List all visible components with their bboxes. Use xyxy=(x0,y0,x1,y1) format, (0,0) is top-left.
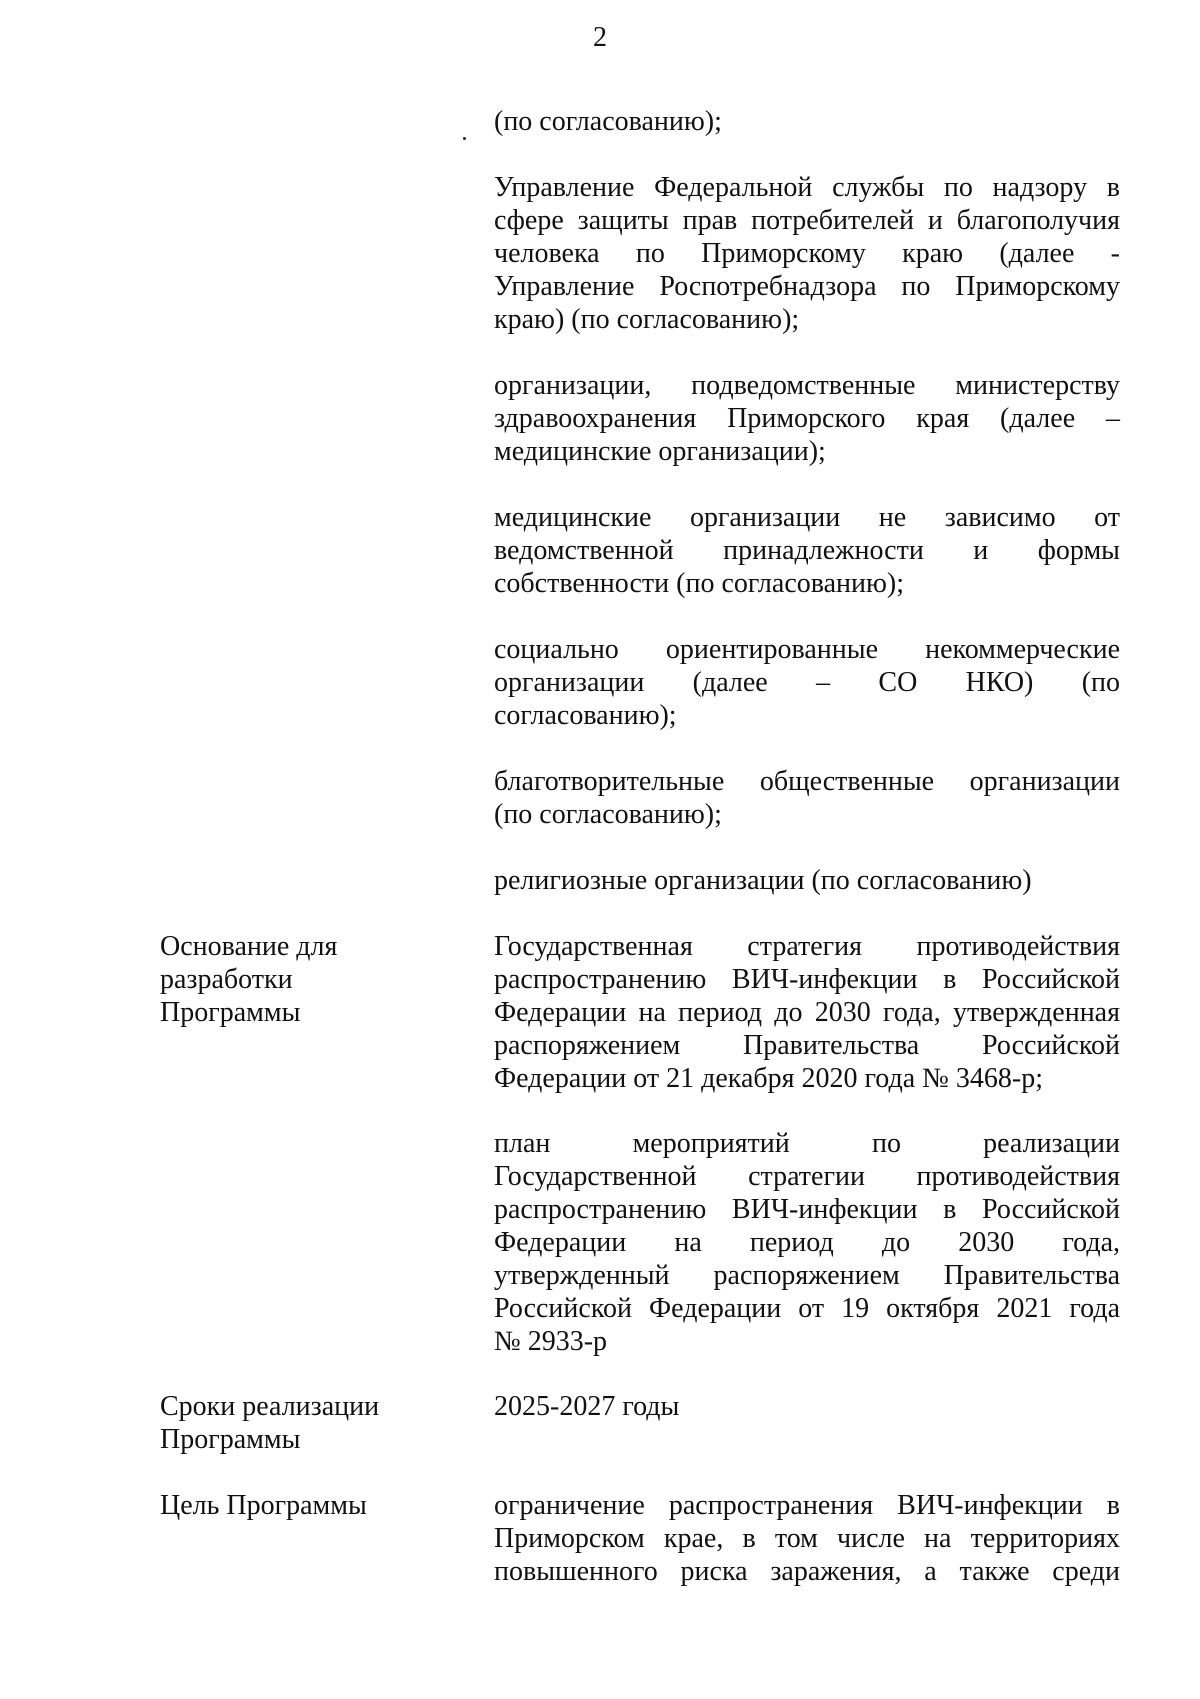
participant-item-religious xyxy=(494,864,1120,897)
text-line: здравоохранения Приморского края (далее – xyxy=(494,403,1120,434)
basis-item-strategy xyxy=(494,930,1120,1095)
goal-text xyxy=(494,1489,1120,1588)
page-number: 2 xyxy=(593,22,607,53)
label-line: разработки xyxy=(160,964,293,995)
text-line: Управление Федеральной службы по надзору в xyxy=(494,172,1120,203)
timeline-label xyxy=(160,1390,460,1456)
text-line: Российской Федерации от 19 октября 2021 года xyxy=(494,1293,1120,1324)
text-line: план мероприятий по реализации xyxy=(494,1128,1120,1159)
text-line: 2025-2027 годы xyxy=(494,1391,680,1422)
text-line: краю) (по согласованию); xyxy=(494,304,800,335)
participant-item-charity xyxy=(494,765,1120,831)
text-line: религиозные организации (по согласованию) xyxy=(494,865,1032,896)
text-line: человека по Приморскому краю (далее - xyxy=(494,238,1120,269)
participant-item-subordinate-orgs xyxy=(494,369,1120,468)
text-line: Федерации на период до 2030 года, xyxy=(494,1227,1120,1258)
label-line: Программы xyxy=(160,997,301,1028)
text-line: Приморском крае, в том числе на территориях xyxy=(494,1523,1120,1554)
text-line: распространению ВИЧ-инфекции в Российской xyxy=(494,1194,1120,1225)
text-line: медицинские организации не зависимо от xyxy=(494,502,1120,533)
label-line: Основание для xyxy=(160,931,338,962)
participant-item-nko xyxy=(494,633,1120,732)
text-line: собственности (по согласованию); xyxy=(494,568,905,599)
basis-label xyxy=(160,930,460,1029)
participant-item-medical-orgs xyxy=(494,501,1120,600)
participant-item-0 xyxy=(494,105,1120,138)
text-line: утвержденный распоряжением Правительства xyxy=(494,1260,1120,1291)
timeline-value xyxy=(494,1390,1120,1423)
text-line: № 2933-р xyxy=(494,1326,608,1357)
text-line: распоряжением Правительства Российской xyxy=(494,1030,1120,1061)
text-line: Управление Роспотребнадзора по Приморскому xyxy=(494,271,1120,302)
label-line: Сроки реализации xyxy=(160,1391,380,1422)
text-line: повышенного риска заражения, а также среди xyxy=(494,1556,1120,1587)
participant-item-rospotrebnadzor xyxy=(494,171,1120,336)
text-line: согласованию); xyxy=(494,700,677,731)
text-line: ограничение распространения ВИЧ-инфекции в xyxy=(494,1490,1120,1521)
text-line: организации (далее – СО НКО) (по xyxy=(494,667,1120,698)
text-line: Государственная стратегия противодействия xyxy=(494,931,1120,962)
text-line: Федерации на период до 2030 года, утвержденная xyxy=(494,997,1120,1028)
label-line: Программы xyxy=(160,1424,301,1455)
text-line: медицинские организации); xyxy=(494,436,826,467)
text-line: благотворительные общественные организации xyxy=(494,766,1120,797)
basis-item-action-plan xyxy=(494,1127,1120,1358)
text-line: ведомственной принадлежности и формы xyxy=(494,535,1120,566)
goal-label xyxy=(160,1489,460,1522)
text-line: сфере защиты прав потребителей и благополучия xyxy=(494,205,1120,236)
text-line: социально ориентированные некоммерческие xyxy=(494,634,1120,665)
text-line: организации, подведомственные министерству xyxy=(494,370,1120,401)
label-line: Цель Программы xyxy=(160,1490,367,1521)
text-line: (по согласованию); xyxy=(494,106,722,137)
stray-dot xyxy=(463,137,466,140)
text-line: Государственной стратегии противодействия xyxy=(494,1161,1120,1192)
text-line: распространению ВИЧ-инфекции в Российской xyxy=(494,964,1120,995)
text-line: (по согласованию); xyxy=(494,799,722,830)
text-line: Федерации от 21 декабря 2020 года № 3468-р; xyxy=(494,1063,1043,1094)
